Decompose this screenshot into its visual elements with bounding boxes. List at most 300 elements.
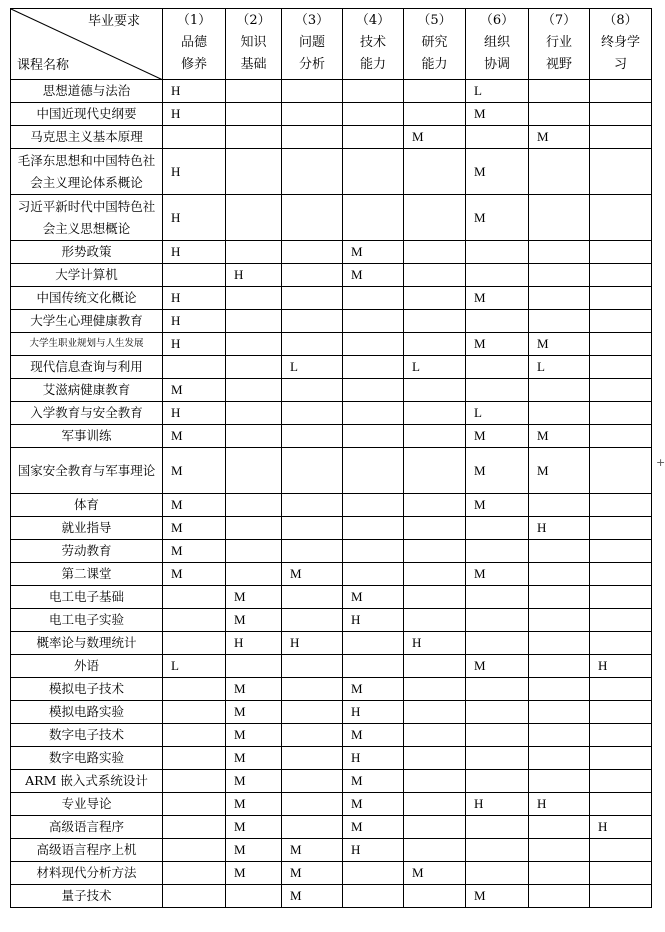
table-row — [11, 632, 652, 655]
requirement-level-cell — [343, 333, 404, 356]
requirement-level-cell — [404, 103, 466, 126]
requirement-level-cell — [404, 816, 466, 839]
column-label-line2: 能力 — [359, 57, 386, 72]
requirement-level-cell: M — [404, 862, 466, 885]
requirement-level-cell — [163, 586, 226, 609]
corner-header-cell — [11, 9, 163, 80]
requirement-level-cell: M — [163, 425, 226, 448]
requirement-level-cell: H — [226, 632, 282, 655]
requirement-level-cell: L — [163, 655, 226, 678]
requirement-level-cell — [163, 632, 226, 655]
course-name-cell: 电工电子基础 — [11, 586, 163, 609]
requirement-level-cell: M — [529, 126, 590, 149]
requirement-level-cell — [529, 563, 590, 586]
requirement-level-cell — [590, 540, 652, 563]
table-row — [11, 770, 652, 793]
requirement-level-cell: H — [343, 701, 404, 724]
requirement-level-cell: M — [404, 126, 466, 149]
requirement-level-cell — [590, 425, 652, 448]
requirement-level-cell: M — [343, 586, 404, 609]
requirement-level-cell — [404, 540, 466, 563]
requirement-level-cell — [466, 517, 529, 540]
requirement-level-cell — [226, 425, 282, 448]
column-label-line1: 研究 — [421, 35, 448, 50]
requirement-level-cell — [282, 609, 343, 632]
course-name-cell: 大学计算机 — [11, 264, 163, 287]
requirement-level-cell: M — [226, 839, 282, 862]
requirement-level-cell: L — [466, 402, 529, 425]
column-label-line2: 分析 — [298, 57, 325, 72]
requirement-level-cell — [404, 586, 466, 609]
requirement-level-cell — [226, 540, 282, 563]
requirement-level-cell — [163, 862, 226, 885]
requirement-level-cell — [282, 379, 343, 402]
requirement-level-cell — [404, 839, 466, 862]
requirement-level-cell: H — [226, 264, 282, 287]
requirement-level-cell: H — [163, 287, 226, 310]
requirement-level-cell — [343, 80, 404, 103]
requirement-level-cell — [590, 747, 652, 770]
requirement-level-cell — [529, 770, 590, 793]
requirement-level-cell — [343, 862, 404, 885]
requirement-level-cell — [282, 540, 343, 563]
requirement-level-cell — [163, 126, 226, 149]
table-row — [11, 586, 652, 609]
requirement-level-cell — [343, 425, 404, 448]
requirement-level-cell: M — [466, 195, 529, 241]
requirement-level-cell: M — [466, 563, 529, 586]
requirement-level-cell — [466, 747, 529, 770]
requirement-level-cell — [466, 724, 529, 747]
requirement-level-cell — [590, 264, 652, 287]
column-number: （2） — [236, 13, 271, 28]
requirement-level-cell: M — [529, 448, 590, 494]
requirement-level-cell — [404, 724, 466, 747]
requirement-level-cell — [466, 126, 529, 149]
requirement-level-cell — [163, 770, 226, 793]
course-name-cell: 思想道德与法治 — [11, 80, 163, 103]
course-name-cell: 国家安全教育与军事理论 — [11, 448, 163, 494]
table-row — [11, 793, 652, 816]
requirement-level-cell — [590, 402, 652, 425]
column-number: （6） — [479, 13, 515, 28]
requirement-level-cell — [226, 80, 282, 103]
requirement-level-cell — [343, 655, 404, 678]
requirement-level-cell: H — [163, 310, 226, 333]
column-number: （1） — [176, 13, 212, 28]
column-header-6 — [466, 9, 529, 80]
requirement-level-cell: M — [226, 586, 282, 609]
requirement-level-cell — [590, 839, 652, 862]
requirement-level-cell — [343, 356, 404, 379]
requirement-level-cell — [226, 563, 282, 586]
requirement-level-cell — [404, 701, 466, 724]
requirement-level-cell — [343, 517, 404, 540]
column-label-line1: 品德 — [180, 35, 207, 50]
requirement-level-cell — [343, 540, 404, 563]
requirement-level-cell: M — [226, 724, 282, 747]
requirement-level-cell: H — [163, 80, 226, 103]
requirement-level-cell — [282, 310, 343, 333]
requirement-level-cell — [590, 586, 652, 609]
requirement-level-cell — [226, 126, 282, 149]
requirement-level-cell — [529, 816, 590, 839]
requirement-level-cell: H — [590, 655, 652, 678]
requirement-level-cell — [282, 149, 343, 195]
requirement-level-cell: M — [163, 379, 226, 402]
course-name-cell: 大学生心理健康教育 — [11, 310, 163, 333]
requirement-level-cell: H — [163, 241, 226, 264]
requirement-level-cell — [529, 724, 590, 747]
requirement-level-cell — [529, 287, 590, 310]
requirement-level-cell — [529, 839, 590, 862]
table-row — [11, 678, 652, 701]
column-label-line2: 习 — [613, 57, 627, 72]
column-header-3 — [282, 9, 343, 80]
requirement-level-cell — [529, 80, 590, 103]
requirement-level-cell — [529, 678, 590, 701]
requirement-level-cell — [226, 287, 282, 310]
course-name-cell: 体育 — [11, 494, 163, 517]
requirement-level-cell — [226, 655, 282, 678]
requirement-level-cell — [343, 103, 404, 126]
requirement-level-cell — [282, 287, 343, 310]
header-row — [11, 9, 652, 80]
requirement-level-cell — [529, 195, 590, 241]
column-label-line1: 组织 — [483, 35, 510, 50]
table-row — [11, 287, 652, 310]
requirement-level-cell: M — [226, 678, 282, 701]
requirement-level-cell — [404, 793, 466, 816]
requirement-level-cell: M — [343, 770, 404, 793]
requirement-level-cell — [404, 264, 466, 287]
course-requirement-table — [10, 8, 652, 908]
requirement-level-cell: M — [282, 563, 343, 586]
requirement-level-cell: H — [163, 103, 226, 126]
course-name-cell: 专业导论 — [11, 793, 163, 816]
course-name-cell: 马克思主义基本原理 — [11, 126, 163, 149]
requirement-level-cell: L — [466, 80, 529, 103]
course-name-cell: 数字电子技术 — [11, 724, 163, 747]
requirement-level-cell — [226, 103, 282, 126]
requirement-level-cell — [282, 103, 343, 126]
requirement-level-cell: M — [226, 862, 282, 885]
requirement-level-cell — [404, 609, 466, 632]
table-row — [11, 563, 652, 586]
requirement-level-cell: H — [163, 149, 226, 195]
column-label-line2: 修养 — [180, 57, 207, 72]
course-name-cell: 模拟电子技术 — [11, 678, 163, 701]
requirement-level-cell: M — [282, 885, 343, 908]
table-row — [11, 241, 652, 264]
requirement-level-cell — [466, 356, 529, 379]
table-row — [11, 609, 652, 632]
requirement-level-cell: H — [282, 632, 343, 655]
requirement-level-cell: H — [404, 632, 466, 655]
course-name-cell: 第二课堂 — [11, 563, 163, 586]
course-name-cell: 入学教育与安全教育 — [11, 402, 163, 425]
requirement-level-cell: H — [529, 793, 590, 816]
requirement-level-cell: H — [343, 839, 404, 862]
column-header-5 — [404, 9, 466, 80]
table-row — [11, 540, 652, 563]
requirement-level-cell: M — [466, 448, 529, 494]
requirement-level-cell: M — [226, 770, 282, 793]
requirement-level-cell — [343, 195, 404, 241]
course-name-cell: 电工电子实验 — [11, 609, 163, 632]
column-label-line1: 问题 — [298, 35, 325, 50]
requirement-level-cell — [529, 701, 590, 724]
requirement-level-cell: L — [282, 356, 343, 379]
table-row — [11, 816, 652, 839]
requirement-level-cell — [590, 310, 652, 333]
requirement-level-cell — [404, 310, 466, 333]
corner-label-course-name: 课程名称 — [17, 58, 70, 73]
requirement-level-cell — [404, 402, 466, 425]
requirement-level-cell — [163, 747, 226, 770]
course-name-cell: 现代信息查询与利用 — [11, 356, 163, 379]
requirement-level-cell: M — [466, 149, 529, 195]
column-label-line2: 视野 — [545, 57, 572, 72]
requirement-level-cell: M — [163, 494, 226, 517]
requirement-level-cell — [163, 724, 226, 747]
requirement-level-cell — [282, 793, 343, 816]
requirement-level-cell: M — [466, 885, 529, 908]
column-number: （5） — [417, 13, 452, 28]
course-name-cell: 材料现代分析方法 — [11, 862, 163, 885]
requirement-level-cell — [529, 632, 590, 655]
column-header-1 — [163, 9, 226, 80]
requirement-level-cell: L — [529, 356, 590, 379]
requirement-level-cell: M — [343, 264, 404, 287]
table-row — [11, 747, 652, 770]
column-label-line2: 协调 — [483, 57, 510, 72]
course-name-cell: 数字电路实验 — [11, 747, 163, 770]
requirement-level-cell: M — [282, 862, 343, 885]
requirement-level-cell — [163, 793, 226, 816]
requirement-level-cell: M — [343, 724, 404, 747]
requirement-level-cell — [590, 862, 652, 885]
course-name-cell: 形势政策 — [11, 241, 163, 264]
requirement-level-cell — [466, 379, 529, 402]
requirement-level-cell: M — [343, 793, 404, 816]
column-header-7 — [529, 9, 590, 80]
table-row — [11, 402, 652, 425]
requirement-level-cell — [590, 793, 652, 816]
table-row — [11, 885, 652, 908]
requirement-level-cell — [404, 333, 466, 356]
column-number: （4） — [355, 13, 391, 28]
requirement-level-cell — [590, 195, 652, 241]
column-label-line1: 终身学 — [600, 35, 640, 50]
requirement-level-cell — [590, 149, 652, 195]
course-name-cell: 就业指导 — [11, 517, 163, 540]
course-name-cell: 中国传统文化概论 — [11, 287, 163, 310]
requirement-level-cell: M — [226, 701, 282, 724]
requirement-level-cell — [404, 517, 466, 540]
requirement-level-cell — [466, 770, 529, 793]
requirement-level-cell: M — [466, 655, 529, 678]
requirement-level-cell: M — [163, 517, 226, 540]
requirement-level-cell — [590, 241, 652, 264]
requirement-level-cell — [590, 333, 652, 356]
requirement-level-cell — [529, 655, 590, 678]
requirement-level-cell — [282, 494, 343, 517]
column-number: （8） — [603, 13, 638, 28]
course-name-cell: 量子技术 — [11, 885, 163, 908]
requirement-level-cell: M — [343, 241, 404, 264]
requirement-level-cell — [466, 310, 529, 333]
requirement-level-cell: H — [163, 333, 226, 356]
requirement-level-cell — [282, 724, 343, 747]
requirement-level-cell: M — [343, 678, 404, 701]
requirement-level-cell: M — [226, 747, 282, 770]
requirement-level-cell — [590, 494, 652, 517]
requirement-level-cell — [226, 885, 282, 908]
course-name-cell: 高级语言程序 — [11, 816, 163, 839]
requirement-level-cell — [529, 540, 590, 563]
requirement-level-cell: M — [466, 494, 529, 517]
requirement-level-cell — [226, 310, 282, 333]
requirement-level-cell — [226, 356, 282, 379]
requirement-level-cell — [282, 678, 343, 701]
requirement-level-cell — [590, 632, 652, 655]
requirement-level-cell — [282, 655, 343, 678]
requirement-level-cell — [466, 540, 529, 563]
requirement-level-cell — [163, 701, 226, 724]
requirement-level-cell — [404, 80, 466, 103]
requirement-level-cell: H — [163, 402, 226, 425]
requirement-level-cell — [343, 287, 404, 310]
table-row — [11, 126, 652, 149]
column-label-line1: 技术 — [359, 35, 386, 50]
requirement-level-cell — [590, 379, 652, 402]
requirement-level-cell: H — [343, 609, 404, 632]
course-name-cell: 毛泽东思想和中国特色社会主义理论体系概论 — [11, 149, 163, 195]
requirement-level-cell: M — [226, 816, 282, 839]
requirement-level-cell — [343, 379, 404, 402]
requirement-level-cell — [590, 678, 652, 701]
table-row — [11, 839, 652, 862]
requirement-level-cell — [226, 517, 282, 540]
requirement-level-cell — [282, 586, 343, 609]
table-row — [11, 425, 652, 448]
requirement-level-cell — [343, 126, 404, 149]
requirement-level-cell — [404, 747, 466, 770]
requirement-level-cell — [282, 701, 343, 724]
requirement-level-cell: M — [466, 425, 529, 448]
requirement-level-cell: H — [590, 816, 652, 839]
requirement-level-cell — [282, 770, 343, 793]
requirement-level-cell — [529, 862, 590, 885]
requirement-level-cell — [226, 448, 282, 494]
requirement-level-cell — [282, 448, 343, 494]
requirement-level-cell — [343, 563, 404, 586]
requirement-level-cell — [529, 241, 590, 264]
requirement-level-cell — [163, 678, 226, 701]
requirement-level-cell — [404, 563, 466, 586]
requirement-level-cell — [590, 80, 652, 103]
table-row — [11, 310, 652, 333]
course-name-cell: 外语 — [11, 655, 163, 678]
requirement-level-cell: H — [529, 517, 590, 540]
requirement-level-cell — [466, 632, 529, 655]
requirement-level-cell — [466, 586, 529, 609]
column-label-line2: 能力 — [421, 57, 448, 72]
requirement-level-cell: H — [163, 195, 226, 241]
requirement-level-cell — [226, 379, 282, 402]
requirement-level-cell — [343, 149, 404, 195]
column-label-line1: 知识 — [240, 35, 267, 50]
requirement-level-cell — [226, 402, 282, 425]
requirement-level-cell — [404, 885, 466, 908]
course-name-cell: ARM 嵌入式系统设计 — [11, 770, 163, 793]
requirement-level-cell — [590, 517, 652, 540]
requirement-level-cell — [404, 655, 466, 678]
table-row — [11, 448, 652, 494]
table-row — [11, 379, 652, 402]
requirement-level-cell — [163, 816, 226, 839]
requirement-level-cell — [466, 678, 529, 701]
requirement-level-cell: M — [466, 333, 529, 356]
table-row — [11, 724, 652, 747]
requirement-level-cell — [282, 333, 343, 356]
table-row — [11, 103, 652, 126]
table-body — [11, 80, 652, 908]
course-name-cell: 模拟电路实验 — [11, 701, 163, 724]
requirement-level-cell — [404, 379, 466, 402]
requirement-level-cell — [529, 310, 590, 333]
requirement-level-cell — [163, 839, 226, 862]
requirement-level-cell — [226, 149, 282, 195]
requirement-level-cell — [590, 356, 652, 379]
table-row — [11, 195, 652, 241]
requirement-level-cell — [466, 609, 529, 632]
requirement-level-cell — [404, 149, 466, 195]
requirement-level-cell — [282, 402, 343, 425]
expand-handle-icon[interactable]: + — [656, 456, 665, 469]
requirement-level-cell — [343, 448, 404, 494]
table-row — [11, 517, 652, 540]
requirement-level-cell — [466, 816, 529, 839]
table-row — [11, 264, 652, 287]
course-name-cell: 劳动教育 — [11, 540, 163, 563]
requirement-level-cell — [404, 425, 466, 448]
requirement-level-cell — [590, 287, 652, 310]
requirement-level-cell — [404, 287, 466, 310]
column-number: （7） — [541, 13, 577, 28]
requirement-level-cell — [466, 839, 529, 862]
requirement-level-cell — [343, 494, 404, 517]
requirement-level-cell — [529, 747, 590, 770]
requirement-level-cell — [529, 103, 590, 126]
column-header-4 — [343, 9, 404, 80]
course-name-cell: 概率论与数理统计 — [11, 632, 163, 655]
column-label-line1: 行业 — [545, 35, 572, 50]
requirement-level-cell: L — [404, 356, 466, 379]
requirement-level-cell — [163, 609, 226, 632]
requirement-level-cell — [282, 517, 343, 540]
requirement-level-cell — [590, 724, 652, 747]
course-name-cell: 艾滋病健康教育 — [11, 379, 163, 402]
requirement-level-cell — [404, 195, 466, 241]
requirement-level-cell — [529, 264, 590, 287]
requirement-level-cell — [404, 241, 466, 264]
requirement-level-cell — [466, 701, 529, 724]
table-row — [11, 333, 652, 356]
requirement-level-cell: M — [529, 333, 590, 356]
requirement-level-cell — [529, 149, 590, 195]
